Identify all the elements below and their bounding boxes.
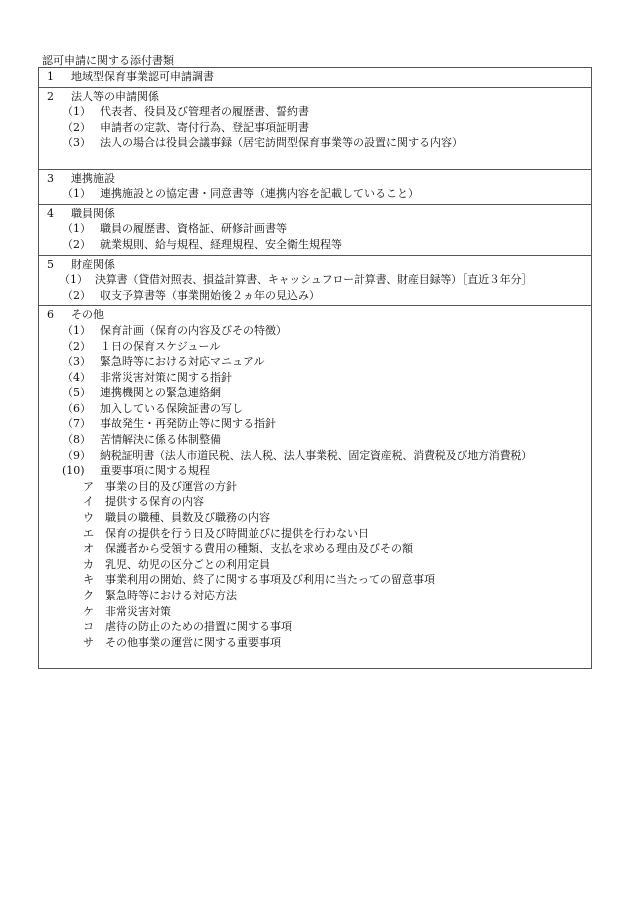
item-mark: （1） [62,222,91,236]
item-text: 保育計画（保育の内容及びその特徴） [100,323,287,337]
section-heading [39,257,591,273]
item-mark: （2） [62,288,91,302]
sub-item-text: 提供する保育の内容 [105,495,204,509]
list-item [39,448,591,464]
sub-list-item [39,494,591,510]
sub-list-item [39,588,591,604]
sub-item-text: 事業の目的及び運営の方針 [105,479,237,493]
sub-list-item [39,619,591,635]
item-mark: （2） [62,120,91,134]
list-item [39,237,591,253]
item-text: 納税証明書（法人市道民税、法人税、法人事業税、固定資産税、消費税及び地方消費税） [100,448,532,462]
section-title: 財産関係 [71,257,115,271]
item-text: 職員の履歴書、資格証、研修計画書等 [100,222,287,236]
sub-item-mark: ア [83,479,94,493]
sub-item-mark: キ [83,573,94,587]
item-mark: （1） [62,105,91,119]
sub-item-text: 保護者から受領する費用の種類、支払を求める理由及びその額 [105,542,413,556]
sub-list-item [39,572,591,588]
section-heading [39,171,591,187]
item-mark: （9） [62,448,91,462]
item-mark: （3） [62,136,91,150]
section-6 [39,306,591,668]
section-number: 6 [47,308,54,322]
item-mark: （2） [62,237,91,251]
sub-list-item [39,479,591,495]
list-item [39,135,591,151]
blank-line [39,650,591,666]
sub-item-mark: サ [83,635,94,649]
item-text: 決算書（貸借対照表、損益計算書、キャッシュフロー計算書、財産目録等）［直近３年分］ [95,273,533,287]
item-text: 重要事項に関する規程 [100,464,210,478]
item-mark: （7） [62,417,91,431]
item-mark: （6） [62,401,91,415]
sub-item-mark: オ [83,542,94,556]
item-text: 連携施設との協定書・同意書等（連携内容を記載していること） [100,187,419,201]
list-item [39,432,591,448]
section-number: 3 [47,171,54,185]
item-text: 苦情解決に係る体制整備 [100,433,221,447]
list-item [39,385,591,401]
sub-item-text: 虐待の防止のための措置に関する事項 [105,620,292,634]
sub-list-item [39,510,591,526]
section-heading [39,89,591,105]
sub-item-mark: ウ [83,511,94,525]
list-item [39,370,591,386]
list-item [39,120,591,136]
sub-list-item [39,635,591,651]
sub-list-item [39,526,591,542]
sub-list-item [39,541,591,557]
list-item [39,186,591,202]
list-item [39,339,591,355]
list-item [39,354,591,370]
sub-item-mark: イ [83,495,94,509]
blank-line [39,151,591,167]
list-item [39,323,591,339]
list-item [39,104,591,120]
sub-item-text: 保育の提供を行う日及び時間並びに提供を行わない日 [105,526,369,540]
item-text: 非常災害対策に関する指針 [100,370,232,384]
sub-list-item [39,604,591,620]
item-mark: （4） [62,370,91,384]
sub-item-text: 緊急時等における対応方法 [105,589,237,602]
section-1 [39,68,591,88]
sub-item-mark: カ [83,557,94,571]
section-number: 4 [47,206,54,220]
item-mark: （1） [62,323,91,337]
item-text: 緊急時等における対応マニュアル [100,355,265,369]
item-mark: （8） [62,433,91,447]
sub-item-mark: コ [83,620,94,634]
list-item [39,272,591,288]
item-text: 代表者、役員及び管理者の履歴書、誓約書 [100,105,309,119]
sub-item-text: 職員の職種、員数及び職務の内容 [105,511,270,525]
item-text: １日の保育スケジュール [100,339,221,353]
sub-list-item [39,557,591,573]
sub-item-text: 乳児、幼児の区分ごとの利用定員 [105,557,270,571]
section-number: 2 [47,89,54,103]
section-title: その他 [71,308,104,322]
item-text: 加入している保険証書の写し [100,401,243,415]
sub-item-mark: ク [83,589,94,602]
item-mark: （3） [62,355,91,369]
section-2 [39,88,591,170]
list-item [39,221,591,237]
section-heading [39,307,591,323]
list-item [39,463,591,479]
document-title: 認可申請に関する添付書類 [42,54,174,67]
section-title: 連携施設 [71,171,115,185]
item-text: 申請者の定款、寄付行為、登記事項証明書 [100,120,309,134]
list-item [39,401,591,417]
item-text: 法人の場合は役員会議事録（居宅訪問型保育事業等の設置に関する内容） [100,136,463,150]
item-mark: （1） [59,273,88,287]
item-text: 連携機関との緊急連絡網 [100,386,221,400]
item-text: 収支予算書等（事業開始後２ヵ年の見込み） [100,288,320,302]
item-text: 就業規則、給与規程、経理規程、安全衛生規程等 [100,237,342,251]
list-item [39,416,591,432]
item-mark: (10) [62,464,85,478]
section-number: 5 [47,257,54,271]
item-mark: （1） [62,187,91,201]
section-title: 法人等の申請関係 [71,89,159,103]
item-mark: （5） [62,386,91,400]
list-item [39,288,591,304]
attachments-table [38,67,592,669]
item-mark: （2） [62,339,91,353]
section-3 [39,170,591,205]
sub-item-text: 事業利用の開始、終了に関する事項及び利用に当たっての留意事項 [105,573,435,587]
section-heading [39,69,591,85]
sub-item-text: 非常災害対策 [105,604,171,618]
section-title: 職員関係 [71,206,115,220]
sub-item-text: その他事業の運営に関する重要事項 [105,635,281,649]
section-title: 地域型保育事業認可申請調書 [71,70,214,83]
section-4 [39,205,591,256]
item-text: 事故発生・再発防止等に関する指針 [100,417,276,431]
sub-item-mark: エ [83,526,94,540]
sub-item-mark: ケ [83,604,94,618]
section-5 [39,256,591,307]
section-heading [39,206,591,222]
section-number: 1 [47,70,54,83]
